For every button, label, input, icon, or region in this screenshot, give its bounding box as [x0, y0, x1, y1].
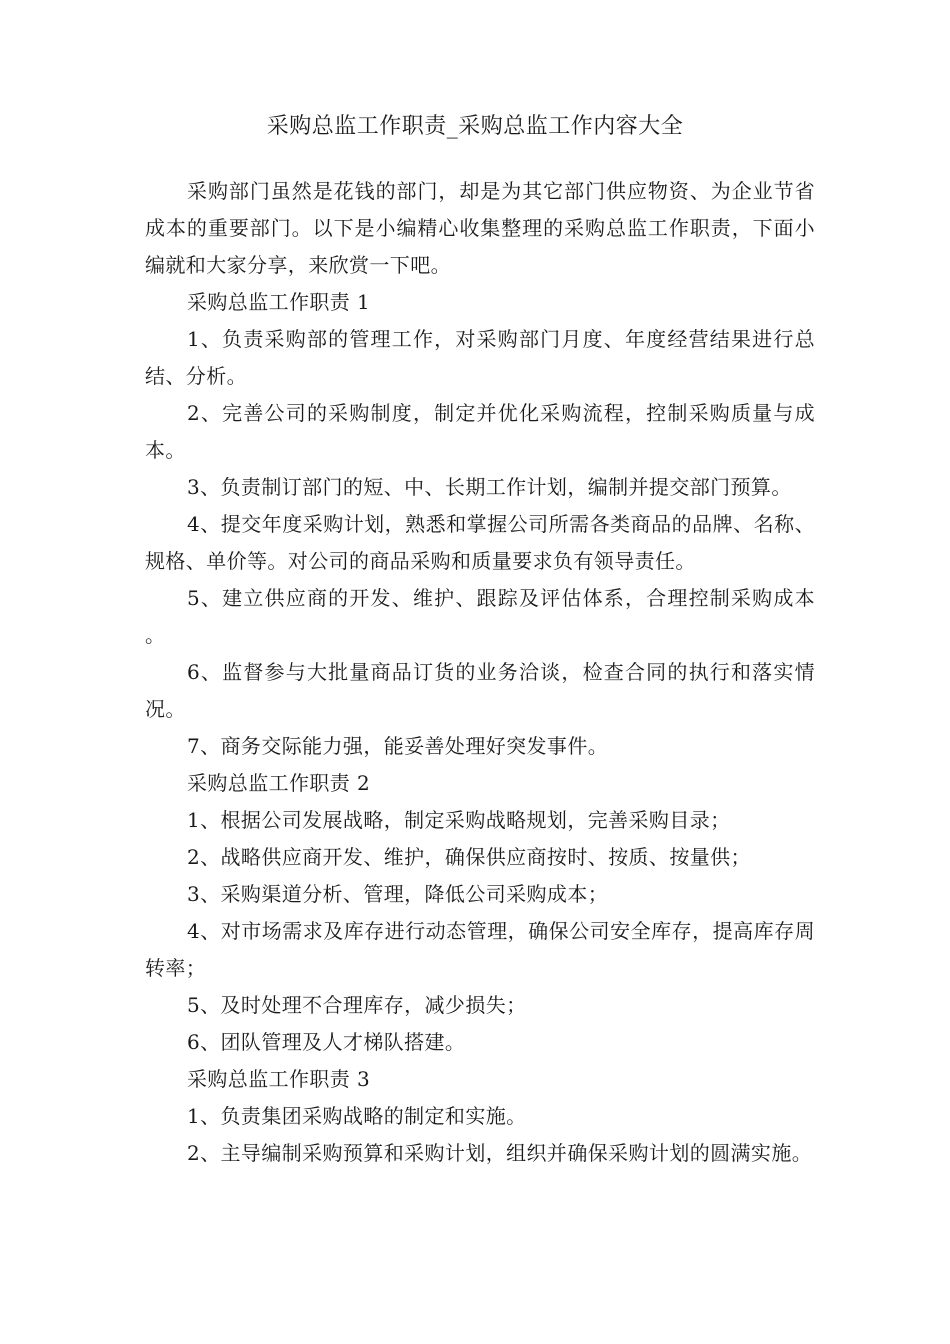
section-2-heading: 采购总监工作职责 2	[187, 771, 371, 795]
intro-paragraph: 采购部门虽然是花钱的部门，却是为其它部门供应物资、为企业节省成本的重要部门。以下是小编精心收集整理的采购总监工作职责，下面小编就和大家分享，来欣赏一下吧。	[145, 179, 815, 277]
section-1-item-6: 6、监督参与大批量商品订货的业务洽谈，检查合同的执行和落实情况。	[145, 660, 815, 721]
section-2-item-4: 4、对市场需求及库存进行动态管理，确保公司安全库存，提高库存周转率；	[145, 919, 815, 980]
section-3-item-1: 1、负责集团采购战略的制定和实施。	[187, 1104, 527, 1128]
document-body	[145, 173, 815, 1172]
section-1-item-1: 1、负责采购部的管理工作，对采购部门月度、年度经营结果进行总结、分析。	[145, 327, 815, 388]
section-1-item-2: 2、完善公司的采购制度，制定并优化采购流程，控制采购质量与成本。	[145, 401, 815, 462]
section-2-item-3: 3、采购渠道分析、管理，降低公司采购成本；	[187, 882, 609, 906]
section-2-item-5: 5、及时处理不合理库存，减少损失；	[187, 993, 527, 1017]
section-1-item-7: 7、商务交际能力强，能妥善处理好突发事件。	[187, 734, 609, 758]
section-2-item-1: 1、根据公司发展战略，制定采购战略规划，完善采购目录；	[187, 808, 731, 832]
section-1-item-5: 5、建立供应商的开发、维护、跟踪及评估体系，合理控制采购成本 。	[145, 586, 815, 647]
section-1-item-4: 4、提交年度采购计划，熟悉和掌握公司所需各类商品的品牌、名称、规格、单价等。对公司的商品采购和质量要求负有领导责任。	[145, 512, 815, 573]
section-3-heading: 采购总监工作职责 3	[187, 1067, 371, 1091]
section-1-heading: 采购总监工作职责 1	[187, 290, 371, 314]
section-3-item-2: 2、主导编制采购预算和采购计划，组织并确保采购计划的圆满实施。	[187, 1141, 813, 1165]
document-title: 采购总监工作职责_采购总监工作内容大全	[266, 114, 684, 139]
section-1-item-3: 3、负责制订部门的短、中、长期工作计划，编制并提交部门预算。	[187, 475, 792, 499]
section-2-item-6: 6、团队管理及人才梯队搭建。	[187, 1030, 466, 1054]
section-2-item-2: 2、战略供应商开发、维护，确保供应商按时、按质、按量供；	[187, 845, 751, 869]
